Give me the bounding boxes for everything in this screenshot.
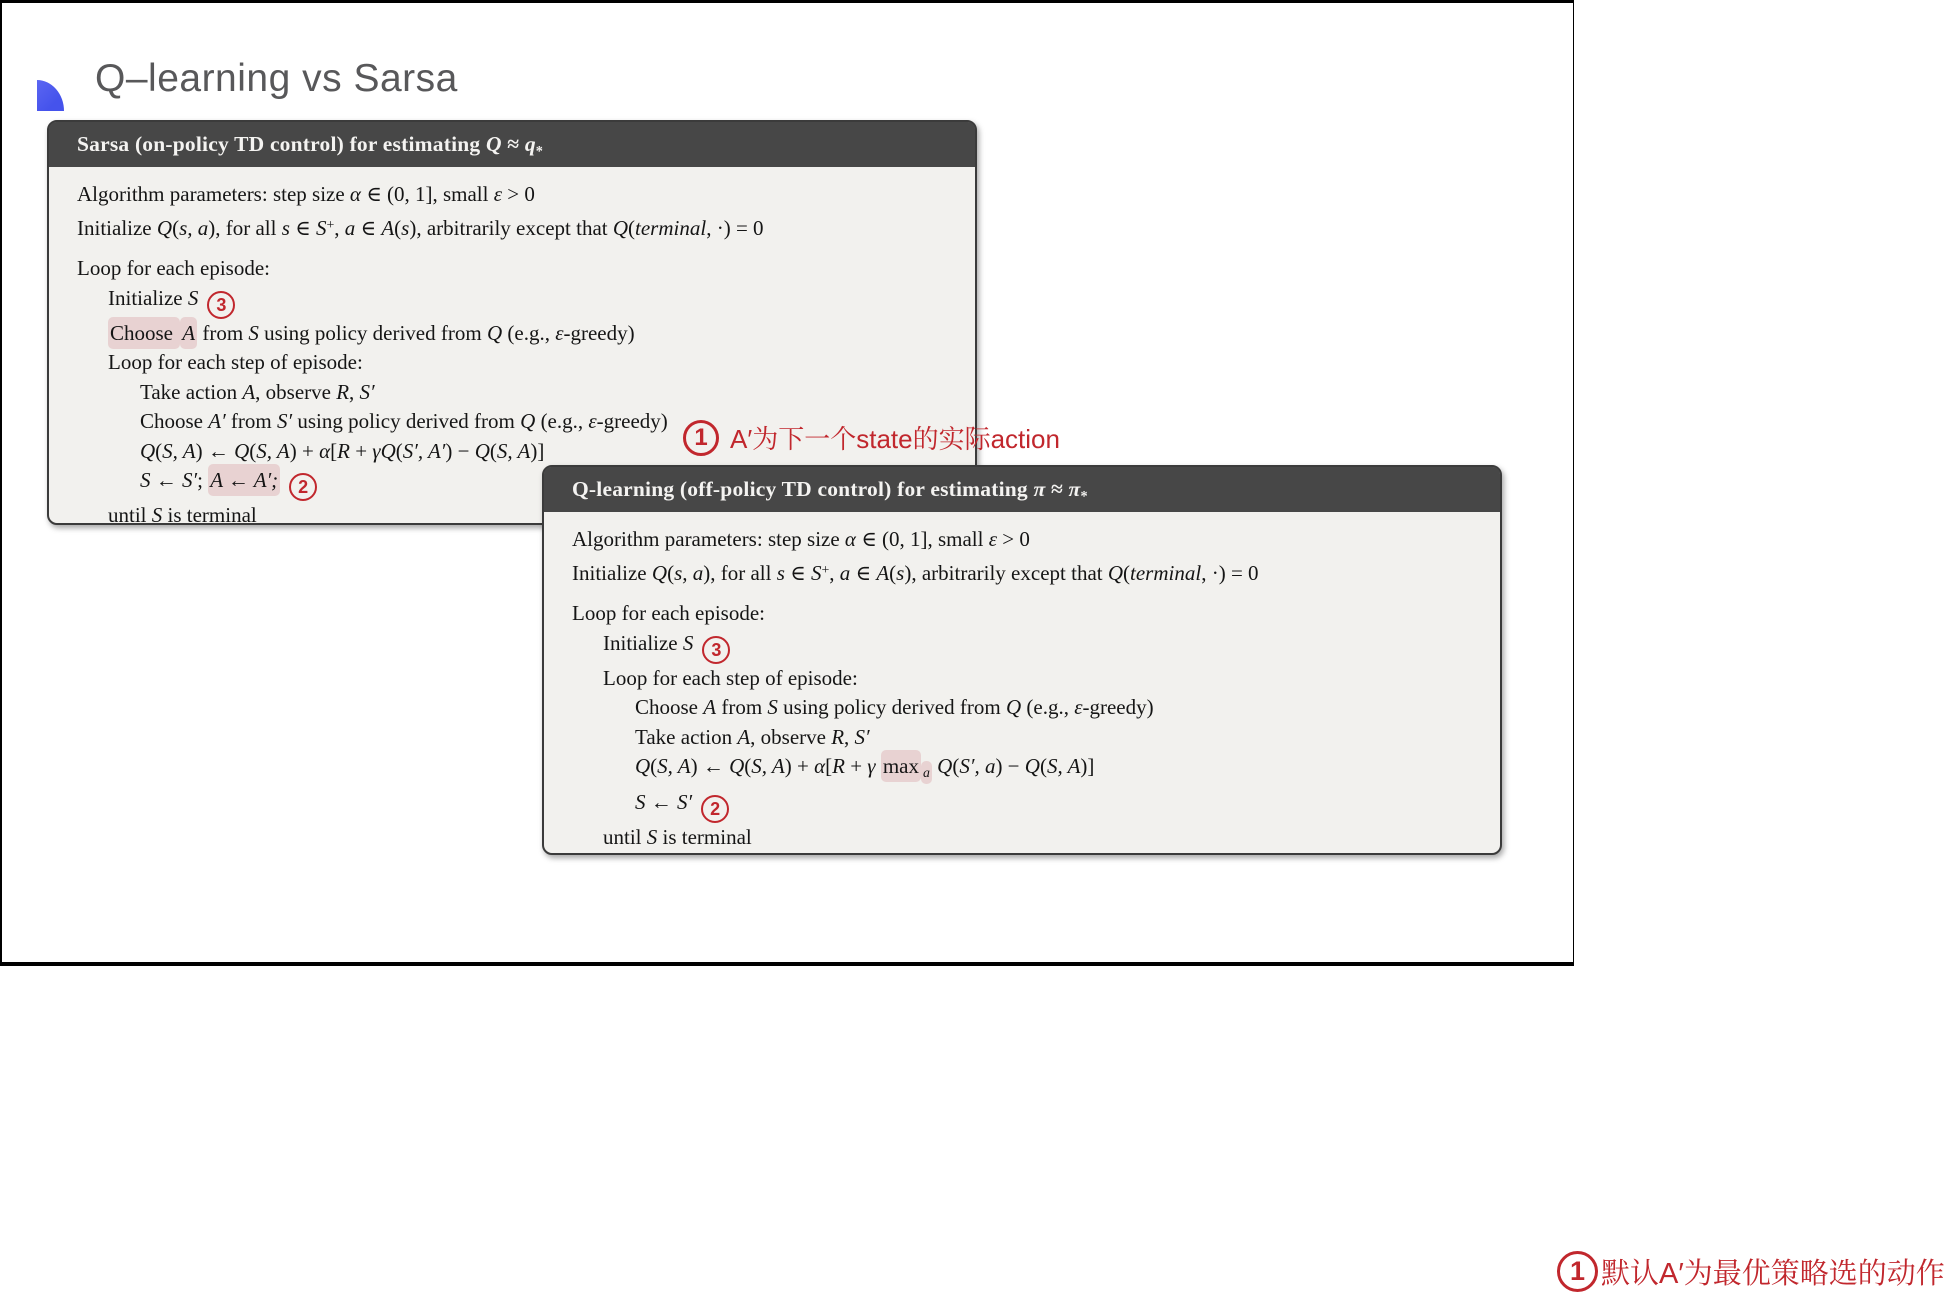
- annotation-sarsa-text: A′为下一个state的实际action: [730, 424, 1060, 454]
- text-segment: S, A: [162, 438, 196, 463]
- text-segment: S: [315, 215, 327, 240]
- text-segment: α: [814, 754, 826, 779]
- qlearning-box-header: [544, 467, 1500, 512]
- text-segment: ) ←: [195, 438, 235, 463]
- text-segment: (: [952, 754, 960, 779]
- text-segment: (: [394, 215, 402, 240]
- text-segment: Loop for each episode:: [572, 601, 766, 626]
- text-segment: ∈ (0, 1], small: [360, 182, 494, 206]
- text-segment: Q: [156, 215, 173, 240]
- text-segment: terminal: [1130, 560, 1202, 585]
- text-segment: Algorithm parameters: step size: [77, 182, 350, 206]
- text-segment: > 0: [502, 182, 535, 206]
- text-segment: S′: [182, 468, 198, 493]
- text-segment: α: [844, 527, 856, 551]
- text-segment: S′: [854, 724, 870, 749]
- text-segment: (: [889, 560, 897, 585]
- text-segment: (e.g.,: [1021, 695, 1075, 720]
- text-segment: +: [326, 216, 335, 232]
- highlight-marker: a: [921, 761, 932, 784]
- text-segment: S, A: [1046, 754, 1081, 779]
- circled-number: 3: [207, 291, 235, 319]
- text-segment: ,: [349, 379, 360, 404]
- highlight-marker: A: [180, 317, 197, 349]
- text-segment: γQ: [372, 438, 396, 463]
- text-segment: using policy derived from: [292, 409, 521, 434]
- text-segment: A′: [208, 409, 226, 434]
- algorithm-line: [572, 752, 1484, 788]
- algorithm-line: [77, 254, 959, 284]
- text-segment: Loop for each step of episode:: [108, 350, 363, 375]
- algorithm-line: [572, 629, 1484, 664]
- text-segment: ∈: [784, 560, 811, 585]
- text-segment: ∈: [289, 215, 316, 240]
- text-segment: R: [336, 379, 350, 404]
- text-segment: Q: [1024, 754, 1040, 779]
- circled-number: 2: [701, 795, 729, 823]
- text-segment: s: [401, 215, 410, 240]
- text-segment: S: [767, 695, 778, 720]
- text-segment: using policy derived from: [258, 320, 487, 345]
- text-segment: terminal: [635, 215, 707, 240]
- text-segment: Initialize: [572, 560, 652, 585]
- annotation-qlearning: [1557, 1251, 1945, 1292]
- text-segment: ε: [555, 320, 564, 345]
- highlight-marker: A ← A′;: [208, 464, 280, 496]
- text-segment: (: [155, 438, 163, 463]
- text-segment: ) ←: [690, 754, 730, 779]
- text-segment: Take action: [635, 724, 738, 749]
- text-segment: is terminal: [162, 503, 257, 528]
- algorithm-line: [77, 348, 959, 378]
- text-segment: ), arbitrarily except that: [409, 215, 613, 240]
- text-segment: [: [825, 754, 833, 779]
- text-segment: ←: [645, 789, 677, 814]
- text-segment: ) −: [445, 438, 475, 463]
- text-segment: S, A: [751, 754, 785, 779]
- text-segment: Q: [486, 320, 503, 345]
- text-segment: ) +: [784, 754, 815, 779]
- sarsa-box-header-title: [77, 132, 544, 160]
- text-segment: +: [349, 438, 373, 463]
- text-segment: S, A: [657, 754, 691, 779]
- text-segment: ∈: [355, 215, 382, 240]
- algorithm-line: [572, 823, 1484, 853]
- text-segment: from: [197, 320, 249, 345]
- algorithm-box-qlearning: [542, 465, 1945, 1290]
- text-segment: is terminal: [657, 824, 752, 849]
- text-segment: R: [832, 754, 845, 779]
- text-segment: Q: [651, 560, 668, 585]
- qlearning-algorithm-body: [544, 512, 1500, 852]
- text-segment: from: [225, 409, 277, 434]
- text-segment: A: [703, 695, 717, 720]
- text-segment: (: [667, 560, 675, 585]
- annotation-sarsa: [683, 419, 1060, 456]
- circled-one-icon: 1: [683, 420, 719, 456]
- text-segment: A: [381, 215, 395, 240]
- text-segment: S′: [677, 789, 693, 814]
- text-segment: Q: [520, 409, 536, 434]
- algorithm-line: [77, 180, 959, 210]
- text-segment: Loop for each episode:: [77, 256, 271, 281]
- text-segment: ), for all: [703, 560, 777, 585]
- text-segment: +: [844, 754, 868, 779]
- text-segment: S, A: [256, 438, 290, 463]
- text-segment: s: [281, 215, 290, 240]
- text-segment: ε: [588, 409, 597, 434]
- highlight-marker: Choose: [108, 317, 180, 349]
- text-segment: Q-learning (off-policy TD control) for estimating: [572, 477, 1034, 501]
- text-segment: S: [810, 560, 822, 585]
- text-segment: (: [1039, 754, 1047, 779]
- text-segment: Loop for each step of episode:: [603, 665, 858, 690]
- text-segment: -greedy): [563, 320, 635, 345]
- text-segment: ε: [1074, 695, 1083, 720]
- text-segment: , observe: [255, 379, 337, 404]
- text-segment: s: [776, 560, 785, 585]
- algorithm-line: [77, 210, 959, 244]
- text-segment: S: [635, 789, 646, 814]
- text-segment: Initialize: [77, 215, 157, 240]
- text-segment: Choose: [635, 695, 704, 720]
- algorithm-line: [572, 555, 1484, 589]
- text-segment: (: [249, 438, 257, 463]
- text-segment: Choose: [140, 409, 209, 434]
- page-title: Q–learning vs Sarsa: [95, 57, 458, 100]
- text-segment: ;: [197, 468, 209, 493]
- text-segment: , ·) = 0: [706, 215, 764, 240]
- text-segment: S: [646, 824, 658, 849]
- text-segment: ,: [829, 560, 840, 585]
- text-segment: Q: [635, 754, 651, 779]
- accent-quarter-circle-shape: [37, 80, 64, 111]
- text-segment: Q: [234, 438, 250, 463]
- algorithm-line: [572, 664, 1484, 694]
- circled-number: 2: [289, 473, 317, 501]
- text-segment: > 0: [997, 527, 1030, 551]
- text-segment: Q: [937, 754, 953, 779]
- text-segment: (: [744, 754, 752, 779]
- text-segment: S′, A′: [402, 438, 446, 463]
- text-segment: Take action: [140, 379, 243, 404]
- text-segment: ), for all: [208, 215, 282, 240]
- text-segment: S, A: [496, 438, 531, 463]
- text-segment: ≈: [1045, 477, 1069, 501]
- text-segment: (: [650, 754, 658, 779]
- algorithm-line: [77, 319, 959, 349]
- text-segment: )]: [530, 438, 545, 463]
- annotation-qlearning-text: 默认A′为最优策略选的动作: [1601, 1258, 1945, 1290]
- text-segment: (: [395, 438, 403, 463]
- algorithm-line: [572, 723, 1484, 753]
- circled-number: 3: [702, 636, 730, 664]
- algorithm-line: [572, 599, 1484, 629]
- text-segment: Q: [1107, 560, 1124, 585]
- text-segment: Sarsa (on-policy TD control) for estimating: [77, 132, 486, 156]
- text-segment: , ·) = 0: [1201, 560, 1259, 585]
- text-segment: *: [1080, 488, 1088, 505]
- text-segment: Initialize: [108, 285, 188, 310]
- text-segment: -greedy): [1082, 695, 1154, 720]
- text-segment: ε: [493, 182, 503, 206]
- text-segment: α: [349, 182, 361, 206]
- text-segment: ,: [844, 724, 855, 749]
- text-segment: ∈ (0, 1], small: [855, 527, 989, 551]
- text-segment: a: [839, 560, 851, 585]
- text-segment: Algorithm parameters: step size: [572, 527, 845, 551]
- text-segment: ≈: [501, 132, 525, 156]
- text-segment: S: [140, 468, 151, 493]
- text-segment: ) −: [995, 754, 1025, 779]
- text-segment: [: [330, 438, 338, 463]
- text-segment: until: [108, 503, 152, 528]
- text-segment: ,: [334, 215, 345, 240]
- text-segment: R: [831, 724, 845, 749]
- text-segment: ←: [150, 468, 182, 493]
- text-segment: q: [524, 132, 536, 156]
- algorithm-line: [77, 378, 959, 408]
- algorithm-line: [572, 788, 1484, 823]
- text-segment: S: [187, 285, 199, 310]
- text-segment: (: [172, 215, 180, 240]
- qlearning-box-header-title: [572, 477, 1088, 505]
- text-segment: a: [344, 215, 356, 240]
- text-segment: +: [821, 561, 830, 577]
- sarsa-box-header: [49, 122, 975, 167]
- text-segment: (e.g.,: [535, 409, 589, 434]
- text-segment: *: [535, 143, 544, 160]
- text-segment: -greedy): [596, 409, 668, 434]
- text-segment: R: [337, 438, 350, 463]
- text-segment: Q: [729, 754, 745, 779]
- algorithm-line: [572, 525, 1484, 555]
- circled-one-icon: 1: [1557, 1251, 1598, 1292]
- text-segment: s, a: [179, 215, 209, 240]
- text-segment: )]: [1080, 754, 1095, 779]
- text-segment: S: [682, 630, 694, 655]
- text-segment: Q: [612, 215, 629, 240]
- text-segment: Initialize: [603, 630, 683, 655]
- text-segment: Q: [474, 438, 490, 463]
- algorithm-line: [572, 693, 1484, 723]
- text-segment: until: [603, 824, 647, 849]
- text-segment: ) +: [289, 438, 320, 463]
- text-segment: ), arbitrarily except that: [904, 560, 1108, 585]
- text-segment: S′: [277, 409, 293, 434]
- text-segment: (: [489, 438, 497, 463]
- text-segment: , observe: [750, 724, 832, 749]
- text-segment: using policy derived from: [777, 695, 1006, 720]
- text-segment: s, a: [674, 560, 704, 585]
- text-segment: Q: [140, 438, 156, 463]
- text-segment: π: [1033, 477, 1046, 501]
- text-segment: S: [248, 320, 259, 345]
- text-segment: A: [737, 724, 751, 749]
- text-segment: S: [151, 503, 163, 528]
- text-segment: A: [876, 560, 890, 585]
- text-segment: (e.g.,: [502, 320, 556, 345]
- text-segment: Q: [485, 132, 502, 156]
- text-segment: s: [896, 560, 905, 585]
- text-segment: A: [242, 379, 256, 404]
- text-segment: (: [1123, 560, 1131, 585]
- text-segment: (: [628, 215, 636, 240]
- text-segment: ∈: [850, 560, 877, 585]
- highlight-marker: max: [881, 750, 921, 782]
- text-segment: Q: [1005, 695, 1022, 720]
- text-segment: π: [1068, 477, 1081, 501]
- algorithm-line: [77, 284, 959, 319]
- text-segment: from: [716, 695, 768, 720]
- text-segment: ε: [988, 527, 998, 551]
- text-segment: α: [319, 438, 331, 463]
- text-segment: S′: [359, 379, 375, 404]
- text-segment: γ: [867, 754, 876, 779]
- text-segment: S′, a: [959, 754, 996, 779]
